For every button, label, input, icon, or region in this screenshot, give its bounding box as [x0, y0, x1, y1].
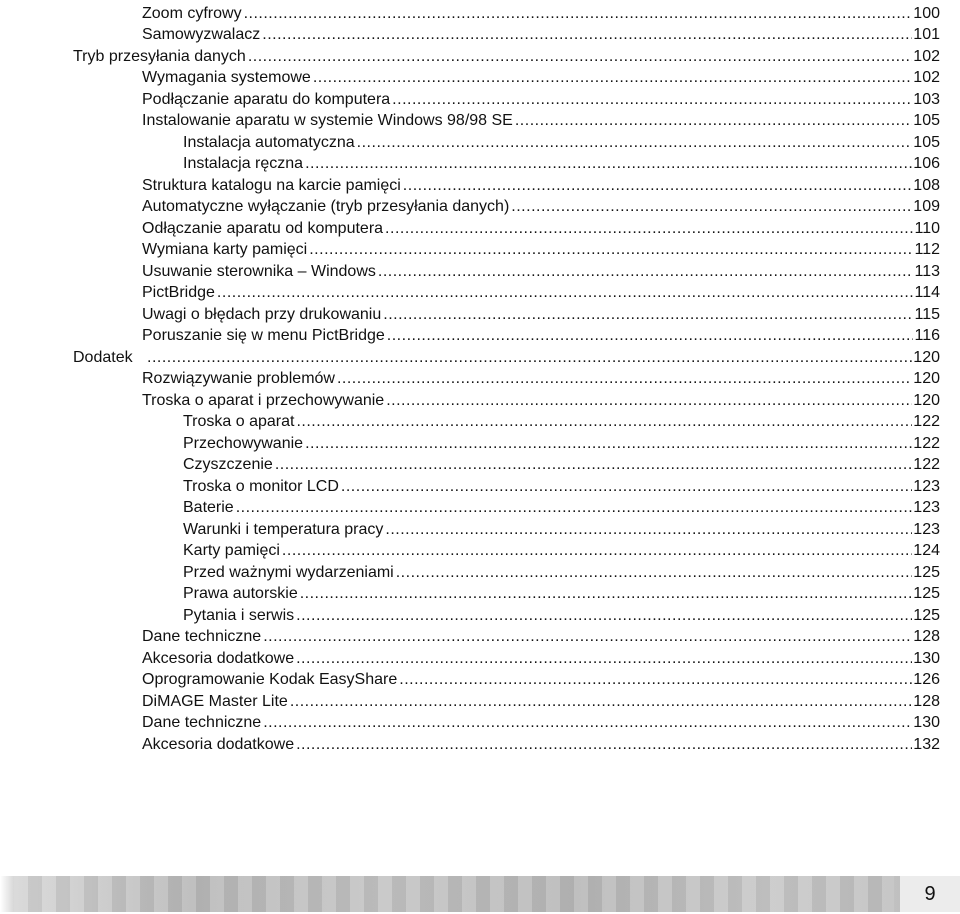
toc-entry-title: Karty pamięci	[183, 542, 280, 559]
toc-entry	[142, 86, 940, 108]
toc-entry-page: 120	[913, 391, 940, 409]
toc-entry-title: Usuwanie sterownika – Windows	[142, 262, 376, 280]
toc-entry-page: 103	[913, 90, 940, 108]
toc-dot-leader	[275, 456, 912, 473]
toc-entry-title: PictBridge	[142, 284, 215, 301]
toc-dot-leader	[296, 736, 912, 753]
toc-entry	[142, 65, 940, 87]
toc-dot-leader	[296, 413, 912, 430]
toc-entry-title: Instalacja ręczna	[183, 155, 304, 172]
toc-entry	[142, 710, 940, 732]
toc-dot-leader	[337, 370, 912, 387]
toc-entry-page: 120	[913, 370, 940, 387]
toc-dot-leader	[236, 499, 913, 516]
toc-entry-title: Oprogramowanie Kodak EasyShare	[142, 671, 398, 688]
toc-entry-page: 112	[914, 241, 940, 258]
toc-dot-leader	[309, 241, 913, 258]
toc-entry-title: Struktura katalogu na karcie pamięci	[142, 176, 401, 194]
toc-entry-title: Czyszczenie	[183, 456, 273, 473]
toc-entry-title: DiMAGE Master Lite	[142, 692, 288, 710]
toc-entry	[142, 301, 940, 323]
toc-entry	[183, 151, 940, 173]
toc-dot-leader	[290, 693, 912, 710]
toc-entry-page: 128	[913, 628, 940, 645]
toc-entry-page: 120	[913, 348, 940, 366]
toc-dot-leader	[300, 585, 913, 602]
toc-entry	[142, 258, 940, 280]
toc-entry	[142, 387, 940, 409]
toc-entry-page: 105	[913, 112, 940, 129]
toc-entry	[142, 323, 940, 345]
toc-entry-title: Poruszanie się w menu PictBridge	[142, 327, 385, 344]
toc-entry	[183, 409, 940, 431]
toc-entry	[142, 237, 940, 259]
toc-entry-page: 122	[913, 413, 940, 430]
toc-entry-title: Baterie	[183, 499, 234, 516]
toc-entry-title: Uwagi o błędach przy drukowaniu	[142, 305, 382, 323]
toc-entry-title: Instalacja automatyczna	[183, 133, 355, 151]
toc-entry	[73, 344, 940, 366]
toc-entry	[142, 688, 940, 710]
toc-entry-title: Rozwiązywanie problemów	[142, 370, 335, 387]
toc-entry-page: 126	[913, 671, 940, 688]
toc-dot-leader	[396, 564, 913, 581]
toc-entry-page: 113	[914, 262, 940, 280]
toc-entry	[142, 22, 940, 44]
toc-entry-title: Zoom cyfrowy	[142, 4, 242, 22]
toc-entry	[183, 516, 940, 538]
toc-dot-leader	[305, 435, 912, 452]
toc-dot-leader	[511, 198, 912, 215]
toc-entry	[142, 280, 940, 302]
toc-entry-title: Tryb przesyłania danych	[73, 47, 246, 65]
toc-entry-title: Automatyczne wyłączanie (tryb przesyłania danych)	[142, 198, 510, 215]
toc-entry-title: Przed ważnymi wydarzeniami	[183, 563, 394, 581]
toc-entry-page: 115	[914, 305, 940, 323]
toc-dot-leader	[386, 392, 912, 409]
toc-dot-leader	[341, 478, 912, 495]
toc-entry-page: 128	[913, 692, 940, 710]
toc-dot-leader	[313, 69, 912, 86]
toc-entry	[183, 430, 940, 452]
toc-dot-leader	[383, 306, 913, 323]
toc-entry	[183, 473, 940, 495]
toc-entry-title: Troska o aparat i przechowywanie	[142, 391, 385, 409]
toc-entry-page: 132	[913, 735, 940, 753]
toc-entry-page: 125	[913, 585, 940, 602]
toc-entry	[183, 559, 940, 581]
toc-entry-page: 102	[913, 47, 940, 65]
toc-entry-title: Dane techniczne	[142, 628, 262, 645]
toc-entry	[183, 538, 940, 560]
toc-dot-leader	[263, 714, 912, 731]
toc-dot-leader	[244, 5, 913, 22]
toc-entry-page: 125	[913, 563, 940, 581]
toc-dot-leader	[378, 263, 914, 280]
toc-entry-page: 114	[914, 284, 940, 301]
toc-entry	[183, 602, 940, 624]
toc-dot-leader	[305, 155, 912, 172]
toc-entry-page: 130	[913, 714, 940, 731]
toc-dot-leader	[282, 542, 912, 559]
toc-dot-leader	[147, 349, 912, 366]
toc-dot-leader	[296, 650, 912, 667]
toc-entry-page: 122	[913, 456, 940, 473]
toc-entry-page: 123	[913, 520, 940, 538]
toc-entry	[142, 366, 940, 388]
toc-entry-title: Prawa autorskie	[183, 585, 298, 602]
toc-entry	[73, 43, 940, 65]
toc-entry-title: Troska o monitor LCD	[183, 477, 339, 495]
toc-entry-page: 101	[913, 26, 940, 43]
toc-entry	[142, 0, 940, 22]
toc-entry-page: 130	[913, 649, 940, 667]
toc-entry-title: Podłączanie aparatu do komputera	[142, 90, 391, 108]
toc-dot-leader	[385, 521, 912, 538]
toc-entry-page: 123	[913, 477, 940, 495]
toc-entry-page: 106	[913, 155, 940, 172]
toc-entry-page: 122	[913, 434, 940, 452]
toc-entry-title: Warunki i temperatura pracy	[183, 520, 384, 538]
page-number: 9	[924, 882, 936, 905]
toc-entry-page: 116	[914, 327, 940, 344]
toc-entry-page: 123	[913, 499, 940, 516]
footer-bar	[0, 876, 960, 912]
toc-entry-title: Wymiana karty pamięci	[142, 241, 308, 258]
toc-entry	[183, 495, 940, 517]
toc-entry-title: Samowyzwalacz	[142, 26, 261, 43]
toc-entry-title: Instalowanie aparatu w systemie Windows 98/98 SE	[142, 112, 513, 129]
toc-entry-title: Dane techniczne	[142, 714, 262, 731]
toc-entry-title: Akcesoria dodatkowe	[142, 735, 295, 753]
toc-entry	[142, 172, 940, 194]
toc-entry-page: 100	[913, 4, 940, 22]
page-number-box	[900, 876, 960, 912]
toc-entry	[142, 624, 940, 646]
toc-entry-title: Wymagania systemowe	[142, 69, 311, 86]
toc-entry	[183, 581, 940, 603]
toc-entry-page: 102	[913, 69, 940, 86]
toc-entry-title: Przechowywanie	[183, 434, 304, 452]
toc-entry-title: Odłączanie aparatu od komputera	[142, 219, 384, 237]
toc-dot-leader	[248, 48, 912, 65]
toc-entry	[183, 452, 940, 474]
toc-entry-page: 110	[914, 219, 940, 237]
toc-dot-leader	[262, 26, 912, 43]
toc-entry	[183, 129, 940, 151]
toc-dot-leader	[296, 607, 912, 624]
toc-dot-leader	[515, 112, 912, 129]
toc-entry-page: 109	[913, 198, 940, 215]
toc-entry-page: 105	[913, 133, 940, 151]
toc-entry	[142, 215, 940, 237]
toc-entry-title: Akcesoria dodatkowe	[142, 649, 295, 667]
toc-dot-leader	[357, 134, 913, 151]
toc-entry	[142, 108, 940, 130]
toc-entry	[142, 667, 940, 689]
toc-entry-page: 108	[913, 176, 940, 194]
toc-dot-leader	[387, 327, 914, 344]
toc-entry-page: 124	[913, 542, 940, 559]
toc-entry-title: Dodatek	[73, 348, 133, 366]
toc-entry	[142, 194, 940, 216]
toc-dot-leader	[385, 220, 913, 237]
toc-entry	[142, 645, 940, 667]
toc-dot-leader	[399, 671, 912, 688]
toc-entry	[142, 731, 940, 753]
toc-dot-leader	[392, 91, 912, 108]
toc-dot-leader	[217, 284, 914, 301]
toc-entry-title: Pytania i serwis	[183, 606, 295, 624]
toc-dot-leader	[403, 177, 913, 194]
footer-stripes	[14, 876, 894, 912]
toc-entry-page: 125	[913, 606, 940, 624]
toc-dot-leader	[263, 628, 912, 645]
toc-entry-title: Troska o aparat	[183, 413, 295, 430]
